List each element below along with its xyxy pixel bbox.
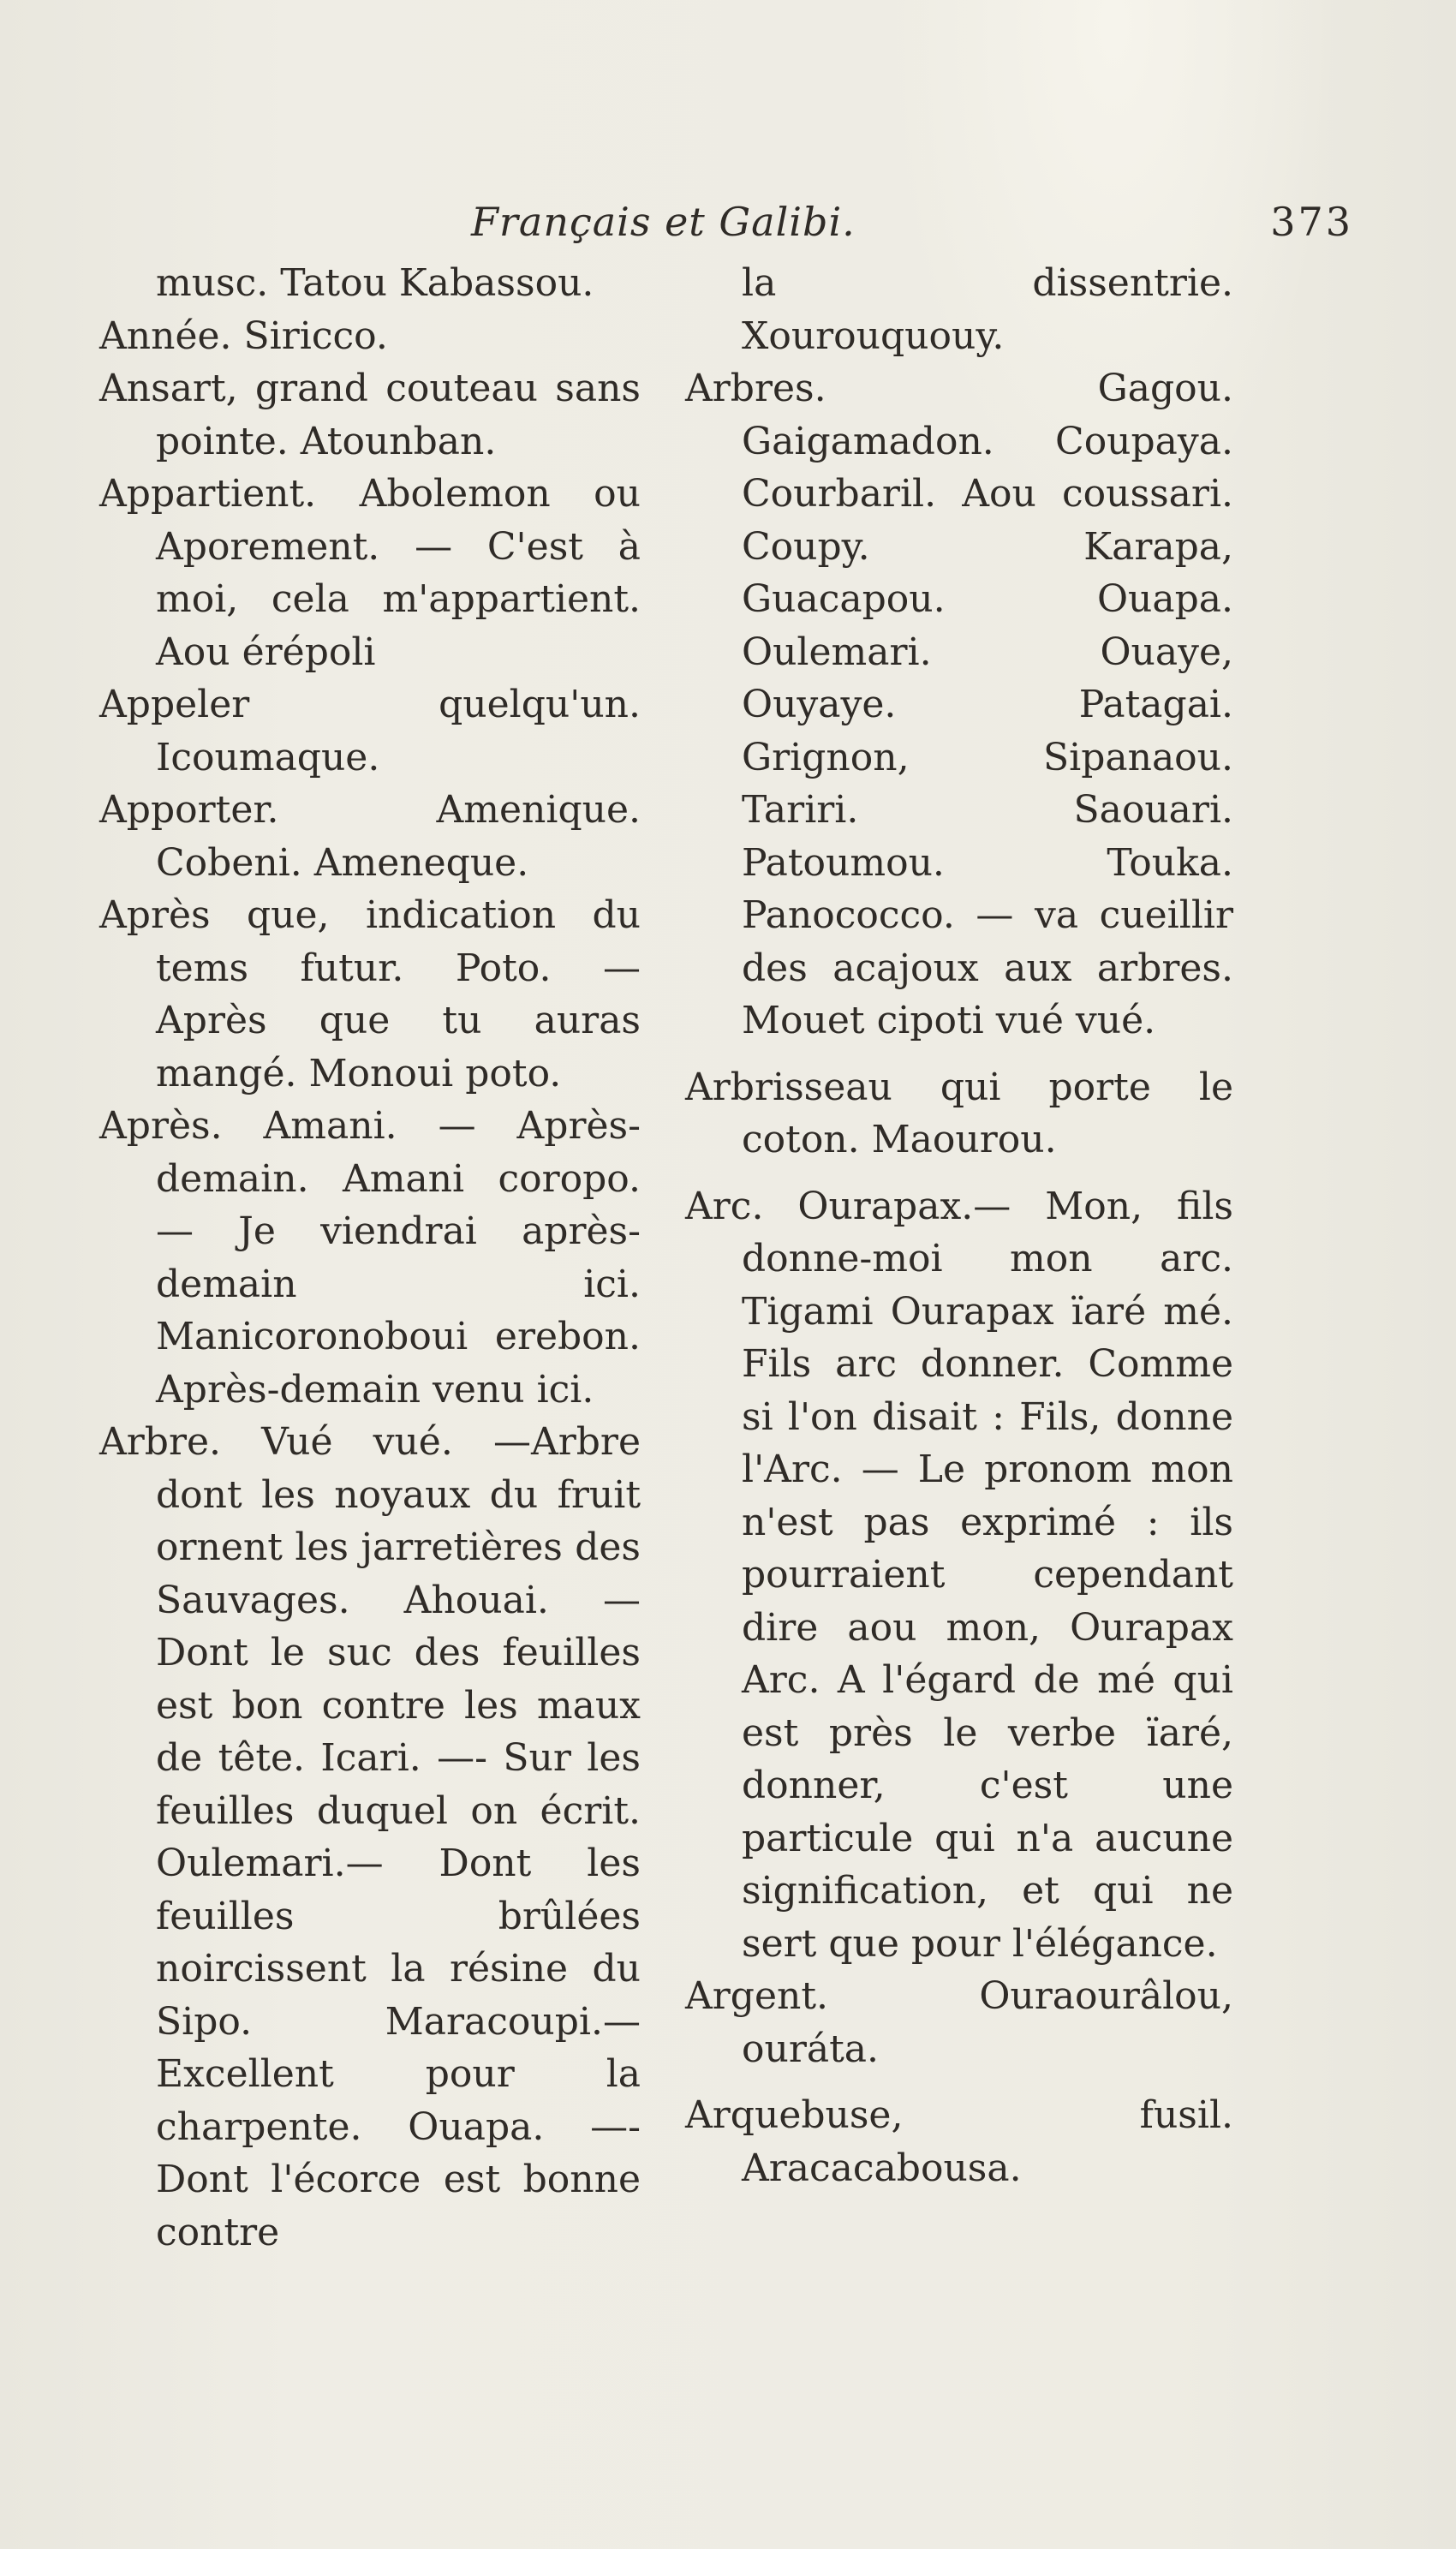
dictionary-entry: Appartient. Abolemon ou Aporement. — C'est à moi, cela m'appartient. Aou érépoli <box>99 472 641 674</box>
running-head <box>103 199 1353 259</box>
right-column <box>685 257 1233 2194</box>
dictionary-entry: Arbre. Vué vué. —Arbre dont les noyaux du fruit ornent les jarretières des Sauvages. Ahouai. — Dont le suc des feuilles est bon contre les maux de tête. Icari. —- Sur les feuilles duquel on écrit. Oulemari.— Dont les feuilles brûlées noircissent la résine du Sipo. Maracoupi.— Excellent pour la charpente. Ouapa. —- Dont l'écorce est bonne contre <box>99 1420 641 2254</box>
dictionary-entry: Arbrisseau qui porte le coton. Maourou. <box>685 1065 1233 1161</box>
dictionary-entry: Argent. Ouraourâlou, ouráta. <box>685 1974 1233 2071</box>
dictionary-entry: Année. Siricco. <box>99 313 388 358</box>
dictionary-entry: musc. Tatou Kabassou. <box>156 261 594 305</box>
dictionary-entry: Arc. Ourapax.— Mon, fils donne-moi mon arc. Tigami Ourapax ïaré mé. Fils arc donner. Comme si l'on disait : Fils, donne l'Arc. — Le pronom mon n'est pas exprimé : ils pourraient cependant dire aou mon, Ourapax Arc. A l'égard de mé qui est près le verbe ïaré, donner, c'est une particule qui n'a aucune signification, et qui ne sert que pour l'élégance. <box>685 1184 1233 1966</box>
dictionary-entry: la dissentrie. Xourouquouy. <box>742 261 1233 358</box>
dictionary-entry: Apporter. Amenique. Cobeni. Ameneque. <box>99 788 641 885</box>
dictionary-entry: Ansart, grand couteau sans pointe. Atounban. <box>99 367 641 463</box>
dictionary-entry: Arbres. Gagou. Gaigamadon. Coupaya. Courbaril. Aou coussari. Coupy. Karapa, Guacapou. Ouapa. Oulemari. Ouaye, Ouyaye. Patagai. Grignon, Sipanaou. Tariri. Saouari. Patoumou. Touka. Panococco. — va cueillir des acajoux aux arbres. Mouet cipoti vué vué. <box>685 367 1233 1042</box>
dictionary-entry: Après que, indication du tems futur. Poto. — Après que tu auras mangé. Monoui poto. <box>99 893 641 1095</box>
dictionary-entry: Après. Amani. — Après-demain. Amani coropo. — Je viendrai après-demain ici. Manicoronoboui erebon. Après-demain venu ici. <box>99 1104 641 1412</box>
dictionary-entry: Appeler quelqu'un. Icoumaque. <box>99 683 641 779</box>
left-column <box>99 257 641 2259</box>
dictionary-entry: Arquebuse, fusil. Aracacabousa. <box>685 2093 1233 2190</box>
running-title: Français et Galibi. <box>471 199 856 245</box>
page-number: 373 <box>1270 199 1353 245</box>
